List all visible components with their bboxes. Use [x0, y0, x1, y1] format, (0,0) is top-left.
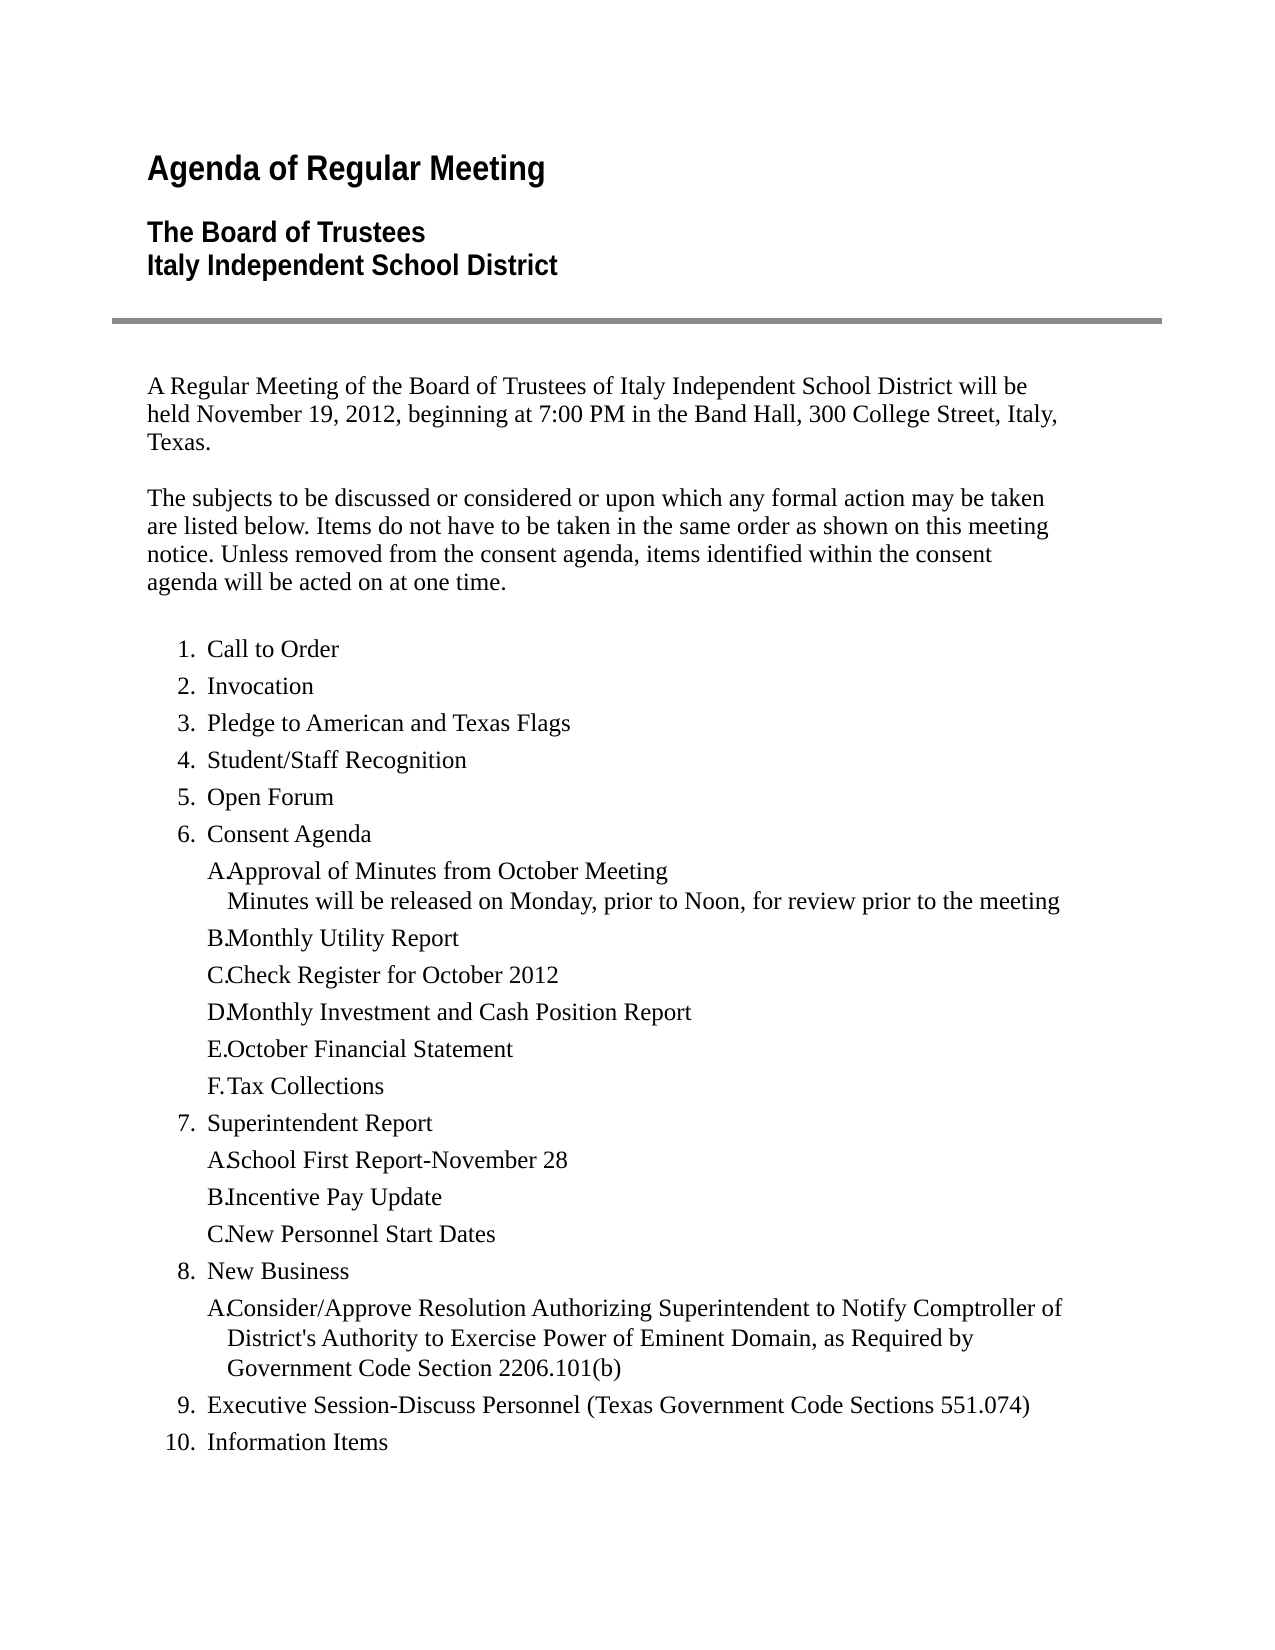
agenda-subitem-6b: [207, 924, 1067, 954]
horizontal-rule: [112, 318, 1162, 324]
agenda-subitem-7a: [207, 1146, 1067, 1176]
agenda-item-number: 3.: [177, 710, 196, 737]
agenda-item-text: Consent Agenda: [207, 821, 372, 848]
agenda-item-9: [147, 1391, 1275, 1421]
agenda-subitem-letter: C.: [207, 1221, 230, 1248]
agenda-subitem-8a: [207, 1294, 1067, 1384]
intro-paragraph-2: The subjects to be discussed or considered or upon which any formal action may be taken are listed below. Items do not have to be taken in the same order as shown on this meeting notice. Unless removed from the consent agenda, items identified within the consent agenda will be acted on at one time.: [147, 485, 1049, 596]
agenda-subitem-text: Approval of Minutes from October Meeting: [227, 858, 668, 885]
agenda-item-number: 2.: [177, 673, 196, 700]
agenda-item-text: Pledge to American and Texas Flags: [207, 710, 571, 737]
agenda-subitem-text: Monthly Investment and Cash Position Report: [227, 999, 692, 1026]
agenda-subitem-text: October Financial Statement: [227, 1036, 514, 1063]
agenda-item-text: Invocation: [207, 673, 314, 700]
agenda-subitem-text: School First Report-November 28: [227, 1147, 568, 1174]
org-line-2: Italy Independent School District: [147, 249, 558, 282]
agenda-item-text: Student/Staff Recognition: [207, 747, 467, 774]
agenda-item-6: [147, 820, 1275, 1102]
agenda-item-4: [147, 746, 1275, 776]
agenda-item-number: 9.: [177, 1392, 196, 1419]
agenda-item-text: Call to Order: [207, 636, 339, 663]
agenda-subitem-letter: A.: [207, 1147, 232, 1174]
agenda-item-text: Executive Session-Discuss Personnel (Texas Government Code Sections 551.074): [207, 1392, 1031, 1419]
agenda-subitem-letter: F.: [207, 1073, 226, 1100]
agenda-item-1: [147, 635, 1275, 665]
agenda-subitem-letter: B.: [207, 925, 230, 952]
agenda-item-number: 4.: [177, 747, 196, 774]
agenda-item-number: 5.: [177, 784, 196, 811]
agenda-subitem-6f: [207, 1072, 1067, 1102]
agenda-subitem-text: New Personnel Start Dates: [227, 1221, 496, 1248]
agenda-subitem-letter: C.: [207, 962, 230, 989]
agenda-subitem-text: Incentive Pay Update: [227, 1184, 443, 1211]
intro-paragraph-1: A Regular Meeting of the Board of Trustees of Italy Independent School District will be held November 19, 2012, beginning at 7:00 PM in the Band Hall, 300 College Street, Italy, Texas.: [147, 373, 1058, 456]
agenda-subitem-letter: D.: [207, 999, 232, 1026]
agenda-item-text: Superintendent Report: [207, 1110, 433, 1137]
agenda-item-5: [147, 783, 1275, 813]
agenda-subitem-text: Check Register for October 2012: [227, 962, 559, 989]
agenda-item-3: [147, 709, 1275, 739]
agenda-item-7: [147, 1109, 1275, 1250]
agenda-subitem-letter: A.: [207, 1295, 232, 1322]
agenda-subitem-letter: B.: [207, 1184, 230, 1211]
agenda-subitem-letter: A.: [207, 858, 232, 885]
agenda-item-text: New Business: [207, 1258, 350, 1285]
agenda-subitem-7c: [207, 1220, 1067, 1250]
page-title: Agenda of Regular Meeting: [147, 149, 546, 188]
agenda-item-8: [147, 1257, 1275, 1384]
agenda-item-text: Open Forum: [207, 784, 335, 811]
agenda-subitem-6a: [207, 857, 1067, 917]
agenda-subitem-6c: [207, 961, 1067, 991]
org-block: [147, 216, 1140, 282]
agenda-subitem-text: Tax Collections: [227, 1073, 385, 1100]
agenda-item-number: 10.: [164, 1429, 196, 1456]
agenda-subitem-7b: [207, 1183, 1067, 1213]
agenda-item-number: 7.: [177, 1110, 196, 1137]
agenda-item-number: 6.: [177, 821, 196, 848]
agenda-subitem-text: Consider/Approve Resolution Authorizing Superintendent to Notify Comptroller of District's Authority to Exercise Power of Eminent Domain, as Required by Government Code Section 2206.101(b): [227, 1295, 1063, 1382]
agenda-item-number: 1.: [177, 636, 196, 663]
agenda-list: [147, 635, 1275, 1458]
agenda-subitem-letter: E.: [207, 1036, 229, 1063]
agenda-subitem-6d: [207, 998, 1067, 1028]
agenda-subitem-text: Monthly Utility Report: [227, 925, 459, 952]
agenda-item-number: 8.: [177, 1258, 196, 1285]
agenda-subitem-note: Minutes will be released on Monday, prior to Noon, for review prior to the meeting: [227, 888, 1060, 915]
agenda-item-2: [147, 672, 1275, 702]
agenda-item-10: [147, 1428, 1275, 1458]
org-line-1: The Board of Trustees: [147, 216, 426, 249]
agenda-subitem-6e: [207, 1035, 1067, 1065]
agenda-item-text: Information Items: [207, 1429, 389, 1456]
